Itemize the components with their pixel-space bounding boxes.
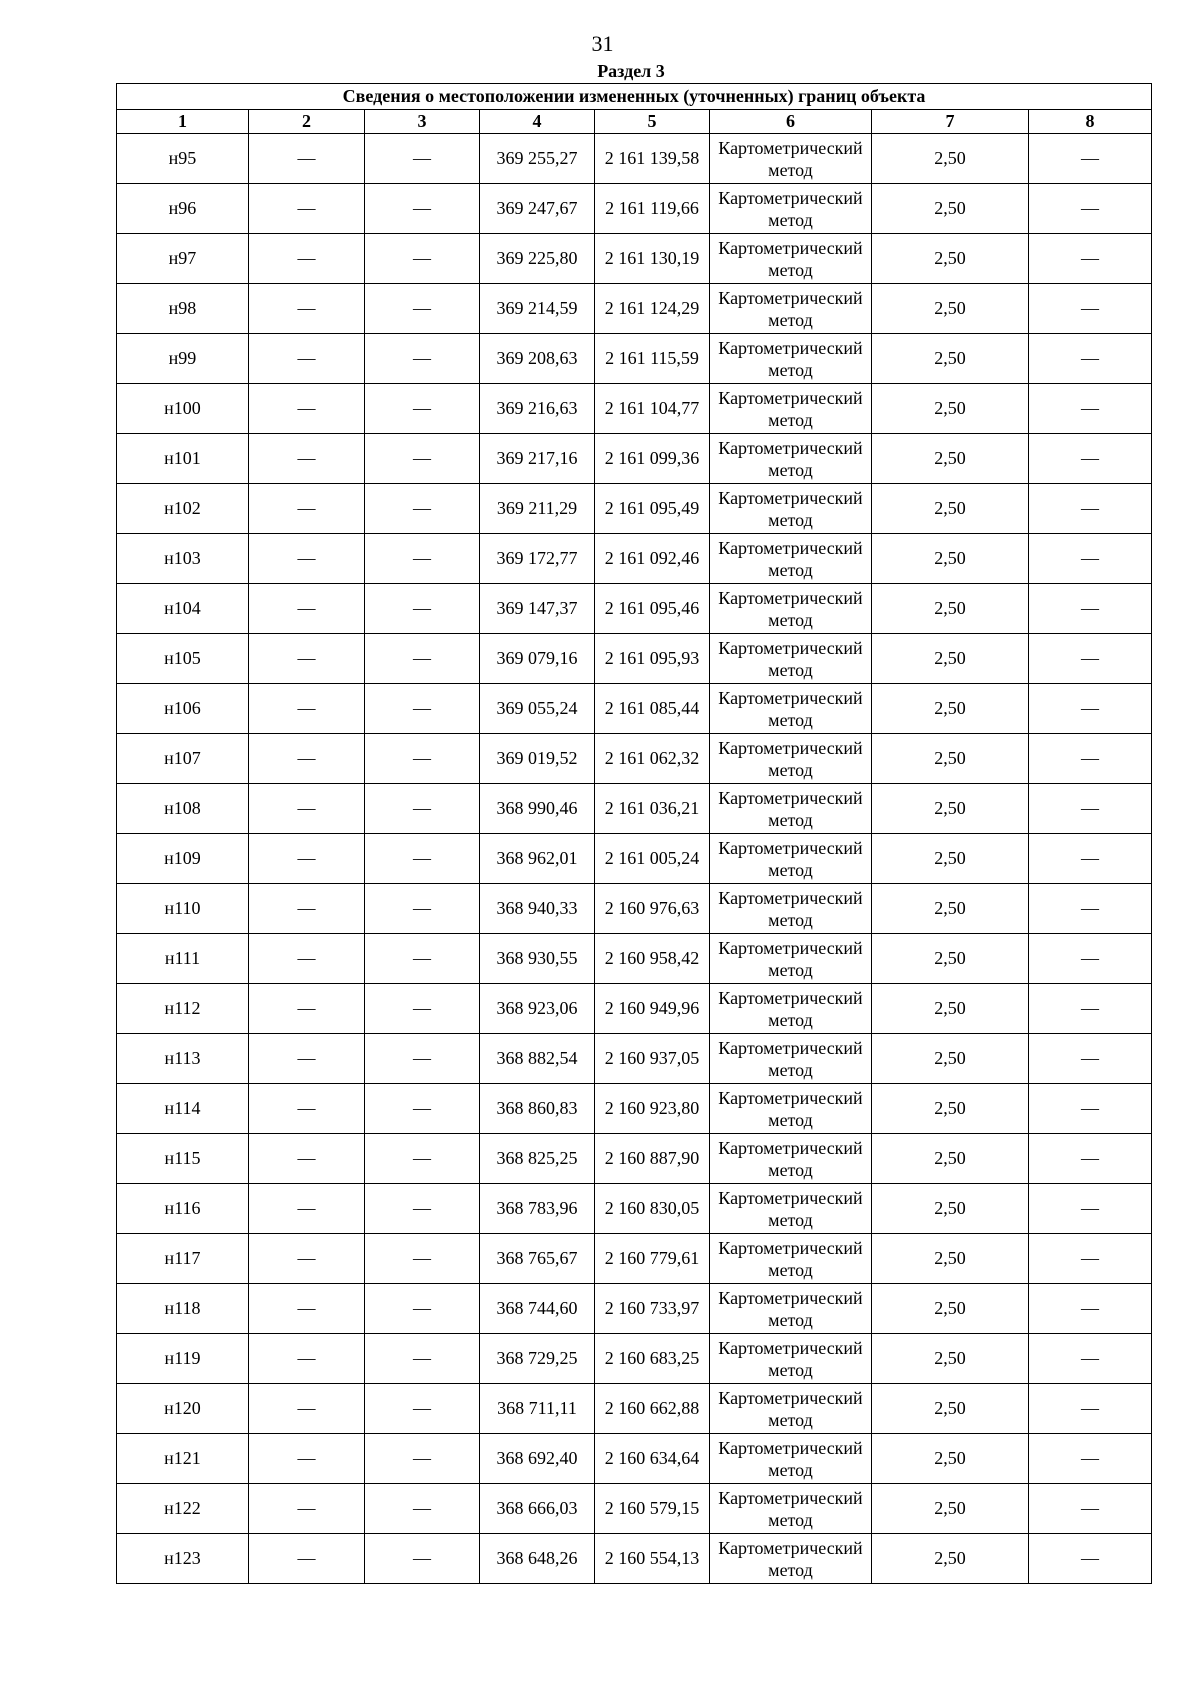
x-coordinate-cell: 368 692,40 (480, 1434, 595, 1484)
table-row (117, 984, 1152, 1034)
col3-cell: — (365, 734, 480, 784)
col2-cell: — (249, 134, 365, 184)
accuracy-cell: 2,50 (872, 484, 1029, 534)
method-cell: Картометрический метод (710, 584, 872, 634)
y-coordinate-cell: 2 160 887,90 (595, 1134, 710, 1184)
point-id-cell: н123 (117, 1534, 249, 1584)
col3-cell: — (365, 234, 480, 284)
table-row (117, 384, 1152, 434)
table-row (117, 284, 1152, 334)
x-coordinate-cell: 368 744,60 (480, 1284, 595, 1334)
y-coordinate-cell: 2 161 005,24 (595, 834, 710, 884)
accuracy-cell: 2,50 (872, 1334, 1029, 1384)
col2-cell: — (249, 1134, 365, 1184)
col2-cell: — (249, 1434, 365, 1484)
method-cell: Картометрический метод (710, 434, 872, 484)
col2-cell: — (249, 1334, 365, 1384)
x-coordinate-cell: 368 923,06 (480, 984, 595, 1034)
point-id-cell: н96 (117, 184, 249, 234)
y-coordinate-cell: 2 160 976,63 (595, 884, 710, 934)
method-cell: Картометрический метод (710, 484, 872, 534)
accuracy-cell: 2,50 (872, 884, 1029, 934)
method-cell: Картометрический метод (710, 134, 872, 184)
column-number-row (117, 110, 1152, 134)
accuracy-cell: 2,50 (872, 1384, 1029, 1434)
col3-cell: — (365, 1484, 480, 1534)
col3-cell: — (365, 1334, 480, 1384)
method-cell: Картометрический метод (710, 1184, 872, 1234)
col8-cell: — (1029, 584, 1152, 634)
method-cell: Картометрический метод (710, 934, 872, 984)
point-id-cell: н122 (117, 1484, 249, 1534)
table-caption: Сведения о местоположении измененных (уточненных) границ объекта (117, 84, 1152, 110)
x-coordinate-cell: 368 860,83 (480, 1084, 595, 1134)
method-cell: Картометрический метод (710, 334, 872, 384)
col2-cell: — (249, 1034, 365, 1084)
accuracy-cell: 2,50 (872, 784, 1029, 834)
col8-cell: — (1029, 184, 1152, 234)
col8-cell: — (1029, 984, 1152, 1034)
col8-cell: — (1029, 234, 1152, 284)
table-row (117, 1034, 1152, 1084)
col3-cell: — (365, 1034, 480, 1084)
col2-cell: — (249, 834, 365, 884)
y-coordinate-cell: 2 161 124,29 (595, 284, 710, 334)
col3-cell: — (365, 384, 480, 434)
col8-cell: — (1029, 384, 1152, 434)
accuracy-cell: 2,50 (872, 984, 1029, 1034)
col2-cell: — (249, 1284, 365, 1334)
x-coordinate-cell: 369 019,52 (480, 734, 595, 784)
col3-cell: — (365, 934, 480, 984)
col8-cell: — (1029, 1234, 1152, 1284)
column-number: 2 (249, 110, 365, 134)
x-coordinate-cell: 369 079,16 (480, 634, 595, 684)
x-coordinate-cell: 369 216,63 (480, 384, 595, 434)
y-coordinate-cell: 2 161 085,44 (595, 684, 710, 734)
col2-cell: — (249, 534, 365, 584)
accuracy-cell: 2,50 (872, 1134, 1029, 1184)
method-cell: Картометрический метод (710, 1434, 872, 1484)
point-id-cell: н121 (117, 1434, 249, 1484)
col8-cell: — (1029, 934, 1152, 984)
accuracy-cell: 2,50 (872, 584, 1029, 634)
table-body (117, 134, 1152, 1584)
col3-cell: — (365, 1184, 480, 1234)
point-id-cell: н120 (117, 1384, 249, 1434)
point-id-cell: н105 (117, 634, 249, 684)
method-cell: Картометрический метод (710, 1234, 872, 1284)
accuracy-cell: 2,50 (872, 1284, 1029, 1334)
y-coordinate-cell: 2 160 958,42 (595, 934, 710, 984)
point-id-cell: н97 (117, 234, 249, 284)
y-coordinate-cell: 2 161 119,66 (595, 184, 710, 234)
method-cell: Картометрический метод (710, 734, 872, 784)
point-id-cell: н116 (117, 1184, 249, 1234)
table-row (117, 834, 1152, 884)
accuracy-cell: 2,50 (872, 1434, 1029, 1484)
col8-cell: — (1029, 1034, 1152, 1084)
col3-cell: — (365, 534, 480, 584)
point-id-cell: н103 (117, 534, 249, 584)
method-cell: Картометрический метод (710, 834, 872, 884)
point-id-cell: н117 (117, 1234, 249, 1284)
col3-cell: — (365, 1384, 480, 1434)
point-id-cell: н109 (117, 834, 249, 884)
column-number: 5 (595, 110, 710, 134)
table-row (117, 1434, 1152, 1484)
y-coordinate-cell: 2 161 092,46 (595, 534, 710, 584)
accuracy-cell: 2,50 (872, 634, 1029, 684)
col2-cell: — (249, 734, 365, 784)
point-id-cell: н106 (117, 684, 249, 734)
col8-cell: — (1029, 1184, 1152, 1234)
col8-cell: — (1029, 884, 1152, 934)
point-id-cell: н113 (117, 1034, 249, 1084)
col2-cell: — (249, 784, 365, 834)
col8-cell: — (1029, 1284, 1152, 1334)
col3-cell: — (365, 334, 480, 384)
point-id-cell: н99 (117, 334, 249, 384)
table-row (117, 334, 1152, 384)
x-coordinate-cell: 368 940,33 (480, 884, 595, 934)
x-coordinate-cell: 369 208,63 (480, 334, 595, 384)
method-cell: Картометрический метод (710, 184, 872, 234)
col8-cell: — (1029, 1084, 1152, 1134)
col8-cell: — (1029, 1134, 1152, 1184)
point-id-cell: н118 (117, 1284, 249, 1334)
table-row (117, 534, 1152, 584)
col3-cell: — (365, 1134, 480, 1184)
method-cell: Картометрический метод (710, 984, 872, 1034)
y-coordinate-cell: 2 161 095,49 (595, 484, 710, 534)
method-cell: Картометрический метод (710, 534, 872, 584)
col2-cell: — (249, 684, 365, 734)
col2-cell: — (249, 584, 365, 634)
col3-cell: — (365, 134, 480, 184)
method-cell: Картометрический метод (710, 1134, 872, 1184)
y-coordinate-cell: 2 160 554,13 (595, 1534, 710, 1584)
table-row (117, 1184, 1152, 1234)
table-row (117, 184, 1152, 234)
col2-cell: — (249, 1384, 365, 1434)
col2-cell: — (249, 434, 365, 484)
col8-cell: — (1029, 534, 1152, 584)
col2-cell: — (249, 634, 365, 684)
col8-cell: — (1029, 484, 1152, 534)
point-id-cell: н111 (117, 934, 249, 984)
y-coordinate-cell: 2 161 104,77 (595, 384, 710, 434)
col2-cell: — (249, 284, 365, 334)
accuracy-cell: 2,50 (872, 284, 1029, 334)
x-coordinate-cell: 368 882,54 (480, 1034, 595, 1084)
col8-cell: — (1029, 684, 1152, 734)
x-coordinate-cell: 369 214,59 (480, 284, 595, 334)
col3-cell: — (365, 634, 480, 684)
table-row (117, 684, 1152, 734)
column-number: 6 (710, 110, 872, 134)
table-row (117, 934, 1152, 984)
method-cell: Картометрический метод (710, 1334, 872, 1384)
accuracy-cell: 2,50 (872, 334, 1029, 384)
accuracy-cell: 2,50 (872, 534, 1029, 584)
col3-cell: — (365, 284, 480, 334)
method-cell: Картометрический метод (710, 884, 872, 934)
x-coordinate-cell: 368 711,11 (480, 1384, 595, 1434)
table-row (117, 634, 1152, 684)
table-row (117, 1534, 1152, 1584)
section-title: Раздел 3 (597, 61, 665, 81)
table-row (117, 484, 1152, 534)
y-coordinate-cell: 2 160 949,96 (595, 984, 710, 1034)
x-coordinate-cell: 369 225,80 (480, 234, 595, 284)
y-coordinate-cell: 2 161 036,21 (595, 784, 710, 834)
x-coordinate-cell: 368 930,55 (480, 934, 595, 984)
table-row (117, 1484, 1152, 1534)
table-caption-row (117, 84, 1152, 110)
col2-cell: — (249, 1534, 365, 1584)
point-id-cell: н110 (117, 884, 249, 934)
col3-cell: — (365, 434, 480, 484)
method-cell: Картометрический метод (710, 684, 872, 734)
method-cell: Картометрический метод (710, 284, 872, 334)
method-cell: Картометрический метод (710, 1034, 872, 1084)
col3-cell: — (365, 884, 480, 934)
col3-cell: — (365, 184, 480, 234)
accuracy-cell: 2,50 (872, 1034, 1029, 1084)
col2-cell: — (249, 984, 365, 1034)
col3-cell: — (365, 834, 480, 884)
point-id-cell: н108 (117, 784, 249, 834)
table-row (117, 1134, 1152, 1184)
col3-cell: — (365, 484, 480, 534)
accuracy-cell: 2,50 (872, 434, 1029, 484)
col2-cell: — (249, 1184, 365, 1234)
table-row (117, 1084, 1152, 1134)
col8-cell: — (1029, 784, 1152, 834)
point-id-cell: н115 (117, 1134, 249, 1184)
col2-cell: — (249, 384, 365, 434)
col8-cell: — (1029, 1334, 1152, 1384)
col3-cell: — (365, 984, 480, 1034)
table-row (117, 234, 1152, 284)
accuracy-cell: 2,50 (872, 384, 1029, 434)
table-row (117, 134, 1152, 184)
col8-cell: — (1029, 1534, 1152, 1584)
point-id-cell: н102 (117, 484, 249, 534)
table-row (117, 584, 1152, 634)
table-row (117, 1384, 1152, 1434)
point-id-cell: н95 (117, 134, 249, 184)
col8-cell: — (1029, 1384, 1152, 1434)
col2-cell: — (249, 1234, 365, 1284)
column-number: 3 (365, 110, 480, 134)
accuracy-cell: 2,50 (872, 834, 1029, 884)
method-cell: Картометрический метод (710, 634, 872, 684)
col8-cell: — (1029, 434, 1152, 484)
x-coordinate-cell: 369 172,77 (480, 534, 595, 584)
col3-cell: — (365, 684, 480, 734)
accuracy-cell: 2,50 (872, 734, 1029, 784)
accuracy-cell: 2,50 (872, 184, 1029, 234)
x-coordinate-cell: 369 211,29 (480, 484, 595, 534)
y-coordinate-cell: 2 160 662,88 (595, 1384, 710, 1434)
y-coordinate-cell: 2 161 099,36 (595, 434, 710, 484)
col2-cell: — (249, 1484, 365, 1534)
column-number: 4 (480, 110, 595, 134)
accuracy-cell: 2,50 (872, 134, 1029, 184)
col8-cell: — (1029, 134, 1152, 184)
table-row (117, 434, 1152, 484)
accuracy-cell: 2,50 (872, 1084, 1029, 1134)
col3-cell: — (365, 784, 480, 834)
point-id-cell: н114 (117, 1084, 249, 1134)
method-cell: Картометрический метод (710, 1284, 872, 1334)
table-row (117, 784, 1152, 834)
column-number: 7 (872, 110, 1029, 134)
y-coordinate-cell: 2 160 937,05 (595, 1034, 710, 1084)
col2-cell: — (249, 934, 365, 984)
x-coordinate-cell: 368 990,46 (480, 784, 595, 834)
col2-cell: — (249, 884, 365, 934)
y-coordinate-cell: 2 160 579,15 (595, 1484, 710, 1534)
col8-cell: — (1029, 1434, 1152, 1484)
method-cell: Картометрический метод (710, 234, 872, 284)
y-coordinate-cell: 2 161 062,32 (595, 734, 710, 784)
point-id-cell: н107 (117, 734, 249, 784)
accuracy-cell: 2,50 (872, 1234, 1029, 1284)
x-coordinate-cell: 369 147,37 (480, 584, 595, 634)
col2-cell: — (249, 1084, 365, 1134)
y-coordinate-cell: 2 161 095,93 (595, 634, 710, 684)
x-coordinate-cell: 369 255,27 (480, 134, 595, 184)
y-coordinate-cell: 2 160 634,64 (595, 1434, 710, 1484)
page-number: 31 (591, 31, 614, 56)
point-id-cell: н98 (117, 284, 249, 334)
x-coordinate-cell: 368 648,26 (480, 1534, 595, 1584)
col8-cell: — (1029, 284, 1152, 334)
y-coordinate-cell: 2 160 779,61 (595, 1234, 710, 1284)
col3-cell: — (365, 584, 480, 634)
col3-cell: — (365, 1434, 480, 1484)
table-row (117, 1284, 1152, 1334)
x-coordinate-cell: 369 055,24 (480, 684, 595, 734)
x-coordinate-cell: 368 825,25 (480, 1134, 595, 1184)
y-coordinate-cell: 2 161 095,46 (595, 584, 710, 634)
x-coordinate-cell: 369 247,67 (480, 184, 595, 234)
table-row (117, 1234, 1152, 1284)
accuracy-cell: 2,50 (872, 234, 1029, 284)
col8-cell: — (1029, 634, 1152, 684)
accuracy-cell: 2,50 (872, 684, 1029, 734)
x-coordinate-cell: 369 217,16 (480, 434, 595, 484)
column-number: 8 (1029, 110, 1152, 134)
x-coordinate-cell: 368 729,25 (480, 1334, 595, 1384)
y-coordinate-cell: 2 161 139,58 (595, 134, 710, 184)
col3-cell: — (365, 1284, 480, 1334)
col2-cell: — (249, 234, 365, 284)
point-id-cell: н100 (117, 384, 249, 434)
y-coordinate-cell: 2 161 115,59 (595, 334, 710, 384)
x-coordinate-cell: 368 962,01 (480, 834, 595, 884)
x-coordinate-cell: 368 765,67 (480, 1234, 595, 1284)
y-coordinate-cell: 2 160 733,97 (595, 1284, 710, 1334)
point-id-cell: н101 (117, 434, 249, 484)
col2-cell: — (249, 334, 365, 384)
y-coordinate-cell: 2 160 830,05 (595, 1184, 710, 1234)
col3-cell: — (365, 1534, 480, 1584)
point-id-cell: н119 (117, 1334, 249, 1384)
point-id-cell: н104 (117, 584, 249, 634)
accuracy-cell: 2,50 (872, 1534, 1029, 1584)
y-coordinate-cell: 2 160 923,80 (595, 1084, 710, 1134)
col3-cell: — (365, 1084, 480, 1134)
col8-cell: — (1029, 734, 1152, 784)
method-cell: Картометрический метод (710, 384, 872, 434)
col8-cell: — (1029, 334, 1152, 384)
col8-cell: — (1029, 834, 1152, 884)
col8-cell: — (1029, 1484, 1152, 1534)
x-coordinate-cell: 368 666,03 (480, 1484, 595, 1534)
accuracy-cell: 2,50 (872, 934, 1029, 984)
y-coordinate-cell: 2 160 683,25 (595, 1334, 710, 1384)
table-row (117, 884, 1152, 934)
col2-cell: — (249, 184, 365, 234)
method-cell: Картометрический метод (710, 1484, 872, 1534)
accuracy-cell: 2,50 (872, 1484, 1029, 1534)
accuracy-cell: 2,50 (872, 1184, 1029, 1234)
method-cell: Картометрический метод (710, 1534, 872, 1584)
y-coordinate-cell: 2 161 130,19 (595, 234, 710, 284)
column-number: 1 (117, 110, 249, 134)
x-coordinate-cell: 368 783,96 (480, 1184, 595, 1234)
method-cell: Картометрический метод (710, 1084, 872, 1134)
col3-cell: — (365, 1234, 480, 1284)
method-cell: Картометрический метод (710, 1384, 872, 1434)
col2-cell: — (249, 484, 365, 534)
boundary-coordinates-table (116, 83, 1152, 1584)
table-row (117, 1334, 1152, 1384)
method-cell: Картометрический метод (710, 784, 872, 834)
table-row (117, 734, 1152, 784)
point-id-cell: н112 (117, 984, 249, 1034)
